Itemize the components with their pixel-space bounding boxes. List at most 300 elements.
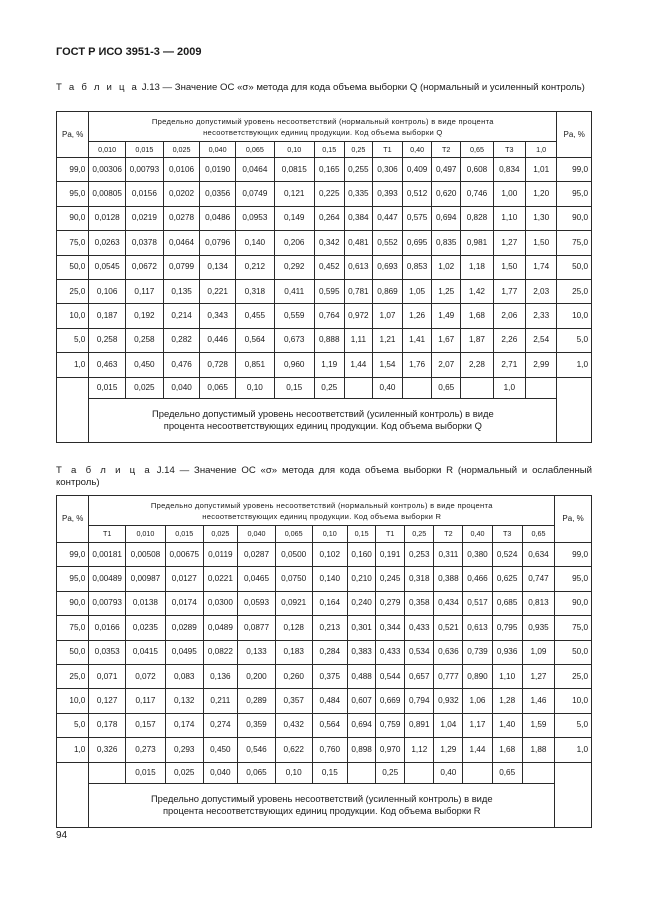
- table-cell: 0,326: [89, 738, 126, 762]
- table-cell: 0,960: [274, 353, 314, 377]
- table-cell: 0,264: [314, 206, 344, 230]
- table-cell: 0,521: [434, 616, 463, 640]
- normal-control-header: Предельно допустимый уровень несоответствий (нормальный контроль) в виде процента несоответствующих единиц продукции. Код объема выборки Q: [89, 112, 557, 142]
- table-cell: 0,157: [126, 713, 166, 737]
- table-cell: 0,608: [461, 158, 493, 182]
- tightened-column-row: [57, 377, 592, 398]
- table-cell: 0,891: [405, 713, 434, 737]
- tightened-column-header: 0,40: [434, 762, 463, 783]
- footer-row: [57, 398, 592, 442]
- pa-value: 99,0: [57, 158, 89, 182]
- pa-value-right: 25,0: [557, 279, 592, 303]
- tightened-column-header: 0,65: [432, 377, 461, 398]
- table-cell: 0,813: [522, 591, 554, 615]
- pa-value-right: 10,0: [557, 304, 592, 328]
- table-cell: 0,564: [312, 713, 348, 737]
- column-header: 0,25: [405, 526, 434, 543]
- table-cell: 0,375: [312, 664, 348, 688]
- normal-control-header: Предельно допустимый уровень несоответствий (нормальный контроль) в виде процента несоответствующих единиц продукции. Код объема выборки R: [89, 496, 555, 526]
- pa-value-right: 95,0: [555, 567, 592, 591]
- table-cell: 0,240: [348, 591, 376, 615]
- table-cell: 0,214: [163, 304, 200, 328]
- table-cell: 1,67: [432, 328, 461, 352]
- column-header: T1: [372, 142, 402, 158]
- pa-value-right: 10,0: [555, 689, 592, 713]
- document-header: ГОСТ Р ИСО 3951-3 — 2009: [56, 46, 202, 58]
- table-cell: 0,380: [463, 543, 492, 567]
- table-cell: 2,28: [461, 353, 493, 377]
- column-header-row: [57, 526, 592, 543]
- table-cell: 0,694: [432, 206, 461, 230]
- table-cell: 0,0127: [165, 567, 203, 591]
- pa-header-right: Pa, %: [557, 112, 592, 158]
- pa-value: 75,0: [57, 231, 89, 255]
- column-header: 0,10: [312, 526, 348, 543]
- table-cell: 0,466: [463, 567, 492, 591]
- table-cell: 1,42: [461, 279, 493, 303]
- pa-value: 10,0: [57, 689, 89, 713]
- table-cell: 0,00508: [126, 543, 166, 567]
- table-cell: 0,165: [314, 158, 344, 182]
- table-cell: 0,258: [89, 328, 126, 352]
- table-cell: 1,01: [525, 158, 556, 182]
- table-row: [57, 616, 592, 640]
- tightened-column-header: 0,040: [203, 762, 238, 783]
- pa-value-right: 95,0: [557, 182, 592, 206]
- table-cell: 0,183: [275, 640, 312, 664]
- table-row: [57, 328, 592, 352]
- table-cell: 1,46: [522, 689, 554, 713]
- table-cell: 0,273: [126, 738, 166, 762]
- table-cell: 0,117: [126, 689, 166, 713]
- table-cell: 1,25: [432, 279, 461, 303]
- table-cell: 0,279: [376, 591, 405, 615]
- table-cell: 0,134: [200, 255, 236, 279]
- column-header: 0,040: [200, 142, 236, 158]
- table-cell: 0,083: [165, 664, 203, 688]
- table-cell: 0,476: [163, 353, 200, 377]
- pa-value-right: 99,0: [557, 158, 592, 182]
- table-cell: 0,0353: [89, 640, 126, 664]
- table-cell: 0,133: [238, 640, 276, 664]
- tightened-column-header: 0,15: [274, 377, 314, 398]
- blank-cell: [557, 377, 592, 442]
- blank-cell: [555, 762, 592, 827]
- table-cell: 0,794: [405, 689, 434, 713]
- table-cell: 0,552: [372, 231, 402, 255]
- table-row: [57, 664, 592, 688]
- table-cell: 0,0235: [126, 616, 166, 640]
- table-cell: 0,00489: [89, 567, 126, 591]
- table-cell: 0,293: [165, 738, 203, 762]
- pa-value: 95,0: [57, 182, 89, 206]
- tightened-column-header: 0,25: [376, 762, 405, 783]
- pa-value-right: 75,0: [557, 231, 592, 255]
- table-cell: 0,488: [348, 664, 376, 688]
- table-cell: 0,0500: [275, 543, 312, 567]
- table-cell: 0,306: [372, 158, 402, 182]
- table-cell: 0,0749: [235, 182, 274, 206]
- column-header: T1: [89, 526, 126, 543]
- table-cell: 0,575: [403, 206, 432, 230]
- footer-row: [57, 783, 592, 827]
- table-cell: 0,00675: [165, 543, 203, 567]
- pa-value: 90,0: [57, 206, 89, 230]
- table-cell: 0,935: [522, 616, 554, 640]
- table-cell: 0,388: [434, 567, 463, 591]
- table-cell: 0,634: [522, 543, 554, 567]
- column-header: 0,25: [344, 142, 372, 158]
- pa-value-right: 75,0: [555, 616, 592, 640]
- table-cell: 0,970: [376, 738, 405, 762]
- table-cell: 0,0489: [203, 616, 238, 640]
- table-cell: 0,890: [463, 664, 492, 688]
- table-cell: 0,636: [434, 640, 463, 664]
- table-cell: 0,0921: [275, 591, 312, 615]
- table-cell: 0,564: [235, 328, 274, 352]
- table-cell: 1,40: [492, 713, 522, 737]
- table-cell: 0,0464: [235, 158, 274, 182]
- table-cell: 0,0953: [235, 206, 274, 230]
- table-cell: 0,255: [344, 158, 372, 182]
- table-cell: 2,06: [493, 304, 525, 328]
- pa-header: Pa, %: [57, 112, 89, 158]
- table-cell: 1,10: [492, 664, 522, 688]
- pa-value-right: 50,0: [555, 640, 592, 664]
- table-cell: 0,0156: [126, 182, 164, 206]
- table-cell: 0,851: [235, 353, 274, 377]
- table-cell: 0,072: [126, 664, 166, 688]
- table-cell: 0,0495: [165, 640, 203, 664]
- table-cell: 0,121: [274, 182, 314, 206]
- table-cell: 1,10: [493, 206, 525, 230]
- table-cell: 0,657: [405, 664, 434, 688]
- table-row: [57, 713, 592, 737]
- tightened-control-footer: Предельно допустимый уровень несоответствий (усиленный контроль) в виде процента несоответствующих единиц продукции. Код объема выборки Q: [89, 398, 557, 442]
- table-cell: 0,625: [492, 567, 522, 591]
- table-cell: 0,160: [348, 543, 376, 567]
- table-cell: 0,834: [493, 158, 525, 182]
- tightened-column-header: [522, 762, 554, 783]
- table-cell: 0,164: [312, 591, 348, 615]
- pa-value-right: 1,0: [555, 738, 592, 762]
- tightened-column-header: 0,025: [126, 377, 164, 398]
- pa-value-right: 90,0: [555, 591, 592, 615]
- pa-value: 10,0: [57, 304, 89, 328]
- table-cell: 1,50: [493, 255, 525, 279]
- table-cell: 1,68: [492, 738, 522, 762]
- table-cell: 0,211: [203, 689, 238, 713]
- column-header: 0,40: [463, 526, 492, 543]
- tightened-column-header: 0,065: [200, 377, 236, 398]
- table-cell: 0,524: [492, 543, 522, 567]
- tightened-column-header: 0,10: [275, 762, 312, 783]
- table-cell: 0,0750: [275, 567, 312, 591]
- table-cell: 0,102: [312, 543, 348, 567]
- table-cell: 1,77: [493, 279, 525, 303]
- table-cell: 0,411: [274, 279, 314, 303]
- table-cell: 0,335: [344, 182, 372, 206]
- table-row: [57, 304, 592, 328]
- table-cell: 0,981: [461, 231, 493, 255]
- caption-text: J.14 — Значение ОС «σ» метода для кода объема выборки R (нормальный и ослабленный контроль): [56, 465, 592, 488]
- table-cell: 0,00793: [126, 158, 164, 182]
- column-header: 0,015: [126, 142, 164, 158]
- pa-value: 1,0: [57, 738, 89, 762]
- data-table: [56, 495, 592, 828]
- table-cell: 0,759: [376, 713, 405, 737]
- table-j14: [56, 495, 592, 828]
- table-cell: 1,11: [344, 328, 372, 352]
- table-cell: 0,225: [314, 182, 344, 206]
- table-cell: 0,433: [405, 616, 434, 640]
- table-cell: 0,746: [461, 182, 493, 206]
- pa-value: 95,0: [57, 567, 89, 591]
- column-header: 0,010: [126, 526, 166, 543]
- column-header: 0,065: [275, 526, 312, 543]
- pa-value: 5,0: [57, 713, 89, 737]
- table-cell: 0,210: [348, 567, 376, 591]
- table-cell: 0,463: [89, 353, 126, 377]
- table-cell: 0,0799: [163, 255, 200, 279]
- table-cell: 0,0174: [165, 591, 203, 615]
- table-cell: 0,311: [434, 543, 463, 567]
- table-cell: 0,071: [89, 664, 126, 688]
- table-cell: 0,747: [522, 567, 554, 591]
- table-row: [57, 231, 592, 255]
- table-cell: 0,0202: [163, 182, 200, 206]
- table-cell: 0,728: [200, 353, 236, 377]
- table-cell: 0,140: [235, 231, 274, 255]
- tightened-column-header: [405, 762, 434, 783]
- pa-value: 25,0: [57, 279, 89, 303]
- table-cell: 0,359: [238, 713, 276, 737]
- column-header: 0,15: [314, 142, 344, 158]
- table-row: [57, 206, 592, 230]
- table-cell: 1,76: [403, 353, 432, 377]
- pa-header: Pa, %: [57, 496, 89, 543]
- table-cell: 0,0356: [200, 182, 236, 206]
- table-cell: 0,358: [405, 591, 434, 615]
- table-cell: 1,12: [405, 738, 434, 762]
- table-cell: 0,613: [463, 616, 492, 640]
- tightened-column-header: [344, 377, 372, 398]
- column-header: 0,065: [235, 142, 274, 158]
- tightened-column-header: 0,065: [238, 762, 276, 783]
- table-cell: 2,26: [493, 328, 525, 352]
- table-cell: 0,936: [492, 640, 522, 664]
- tightened-column-header: 0,25: [314, 377, 344, 398]
- table-cell: 0,393: [372, 182, 402, 206]
- table-cell: 0,828: [461, 206, 493, 230]
- table-cell: 0,546: [238, 738, 276, 762]
- tightened-column-header: [463, 762, 492, 783]
- table-cell: 0,301: [348, 616, 376, 640]
- column-header: T1: [376, 526, 405, 543]
- blank-cell: [57, 762, 89, 827]
- table-cell: 0,213: [312, 616, 348, 640]
- table-j13: [56, 111, 592, 443]
- table-row: [57, 567, 592, 591]
- header-row: [57, 496, 592, 526]
- table-cell: 0,898: [348, 738, 376, 762]
- table-cell: 0,694: [348, 713, 376, 737]
- table-row: [57, 353, 592, 377]
- table-cell: 0,669: [376, 689, 405, 713]
- table-cell: 0,869: [372, 279, 402, 303]
- table-cell: 0,136: [203, 664, 238, 688]
- table-cell: 0,357: [275, 689, 312, 713]
- table-row: [57, 182, 592, 206]
- table-cell: 2,54: [525, 328, 556, 352]
- table-cell: 1,74: [525, 255, 556, 279]
- header-row: [57, 112, 592, 142]
- table-cell: 0,559: [274, 304, 314, 328]
- table-cell: 0,343: [200, 304, 236, 328]
- table-cell: 0,0289: [165, 616, 203, 640]
- table-cell: 0,106: [89, 279, 126, 303]
- table-cell: 0,00181: [89, 543, 126, 567]
- table-cell: 0,777: [434, 664, 463, 688]
- table-cell: 1,41: [403, 328, 432, 352]
- table-cell: 0,932: [434, 689, 463, 713]
- table-cell: 0,693: [372, 255, 402, 279]
- page-number: 94: [56, 830, 68, 841]
- blank-cell: [57, 377, 89, 442]
- table-cell: 0,221: [200, 279, 236, 303]
- column-header: T2: [432, 142, 461, 158]
- table-cell: 0,409: [403, 158, 432, 182]
- table-cell: 1,27: [493, 231, 525, 255]
- table-cell: 0,0287: [238, 543, 276, 567]
- pa-value: 99,0: [57, 543, 89, 567]
- table-cell: 1,59: [522, 713, 554, 737]
- table-row: [57, 158, 592, 182]
- table-cell: 0,00805: [89, 182, 126, 206]
- tightened-column-header: 0,040: [163, 377, 200, 398]
- table-cell: 1,49: [432, 304, 461, 328]
- table-row: [57, 279, 592, 303]
- caption-prefix: Т а б л и ц а: [56, 465, 152, 476]
- column-header: 0,040: [238, 526, 276, 543]
- column-header: 1,0: [525, 142, 556, 158]
- table-cell: 1,27: [522, 664, 554, 688]
- tightened-column-header: 0,10: [235, 377, 274, 398]
- pa-value: 90,0: [57, 591, 89, 615]
- table-cell: 0,795: [492, 616, 522, 640]
- table-cell: 0,289: [238, 689, 276, 713]
- pa-value-right: 90,0: [557, 206, 592, 230]
- table-cell: 0,0593: [238, 591, 276, 615]
- table-row: [57, 738, 592, 762]
- table-cell: 0,972: [344, 304, 372, 328]
- table-cell: 1,07: [372, 304, 402, 328]
- pa-value-right: 1,0: [557, 353, 592, 377]
- table-cell: 0,274: [203, 713, 238, 737]
- tightened-control-footer: Предельно допустимый уровень несоответствий (усиленный контроль) в виде процента несоответствующих единиц продукции. Код объема выборки R: [89, 783, 555, 827]
- table-cell: 0,0672: [126, 255, 164, 279]
- table-row: [57, 689, 592, 713]
- pa-value: 5,0: [57, 328, 89, 352]
- table-cell: 0,245: [376, 567, 405, 591]
- table-cell: 0,450: [203, 738, 238, 762]
- table-cell: 0,192: [126, 304, 164, 328]
- table-cell: 0,135: [163, 279, 200, 303]
- column-header: T3: [493, 142, 525, 158]
- tightened-column-header: 0,40: [372, 377, 402, 398]
- table-cell: 1,06: [463, 689, 492, 713]
- pa-header-right: Pa, %: [555, 496, 592, 543]
- table-cell: 0,253: [405, 543, 434, 567]
- column-header: T2: [434, 526, 463, 543]
- pa-value: 1,0: [57, 353, 89, 377]
- caption-prefix: Т а б л и ц а: [56, 82, 140, 93]
- table-cell: 0,620: [432, 182, 461, 206]
- table-cell: 0,432: [275, 713, 312, 737]
- table-cell: 0,0877: [238, 616, 276, 640]
- tightened-column-header: 0,025: [165, 762, 203, 783]
- table-cell: 0,0166: [89, 616, 126, 640]
- table-cell: 0,0128: [89, 206, 126, 230]
- table-cell: 0,760: [312, 738, 348, 762]
- table-cell: 0,781: [344, 279, 372, 303]
- table-cell: 0,446: [200, 328, 236, 352]
- table-cell: 0,447: [372, 206, 402, 230]
- table-cell: 0,383: [348, 640, 376, 664]
- column-header: 0,025: [163, 142, 200, 158]
- table-cell: 0,764: [314, 304, 344, 328]
- table-cell: 1,30: [525, 206, 556, 230]
- table-cell: 1,54: [372, 353, 402, 377]
- table-row: [57, 255, 592, 279]
- column-header: 0,65: [522, 526, 554, 543]
- table-cell: 1,02: [432, 255, 461, 279]
- table-cell: 0,206: [274, 231, 314, 255]
- table-cell: 0,455: [235, 304, 274, 328]
- table-cell: 0,187: [89, 304, 126, 328]
- table-cell: 1,26: [403, 304, 432, 328]
- table-cell: 0,450: [126, 353, 164, 377]
- pa-value-right: 5,0: [557, 328, 592, 352]
- table-cell: 0,00793: [89, 591, 126, 615]
- table-cell: 1,05: [403, 279, 432, 303]
- table-cell: 1,50: [525, 231, 556, 255]
- table-cell: 0,00306: [89, 158, 126, 182]
- table-cell: 0,0815: [274, 158, 314, 182]
- table-cell: 0,497: [432, 158, 461, 182]
- column-header: T3: [492, 526, 522, 543]
- table-cell: 0,342: [314, 231, 344, 255]
- table-cell: 0,0138: [126, 591, 166, 615]
- column-header: 0,65: [461, 142, 493, 158]
- table-cell: 0,0219: [126, 206, 164, 230]
- table-cell: 0,0545: [89, 255, 126, 279]
- tightened-column-header: 1,0: [493, 377, 525, 398]
- pa-value-right: 99,0: [555, 543, 592, 567]
- caption-text: J.13 — Значение ОС «σ» метода для кода объема выборки Q (нормальный и усиленный контроль): [139, 82, 585, 93]
- table-cell: 0,622: [275, 738, 312, 762]
- table-cell: 0,0221: [203, 567, 238, 591]
- table-cell: 2,03: [525, 279, 556, 303]
- table-cell: 0,0263: [89, 231, 126, 255]
- table-cell: 0,0415: [126, 640, 166, 664]
- table-cell: 2,07: [432, 353, 461, 377]
- table-cell: 2,33: [525, 304, 556, 328]
- table-cell: 0,0119: [203, 543, 238, 567]
- table-row: [57, 591, 592, 615]
- pa-value: 75,0: [57, 616, 89, 640]
- table-cell: 0,178: [89, 713, 126, 737]
